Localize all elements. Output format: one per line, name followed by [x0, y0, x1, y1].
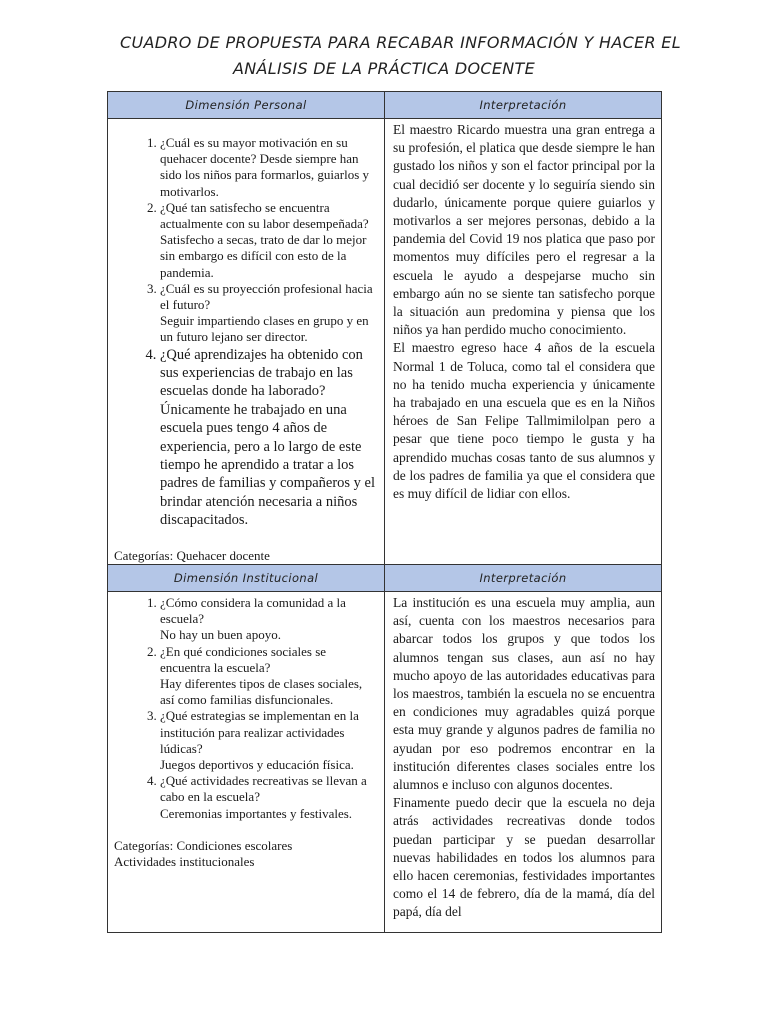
- question-item: 1. ¿Cuál es su mayor motivación en su quehacer docente? Desde siempre han sido los niños para formarlos, guiarlos y motivarlos.: [160, 135, 378, 200]
- interpretation-paragraph: Finamente puedo decir que la escuela no deja atrás actividades recreativas donde todos puedan participar y se puedan desarrollar nuevas habilidades en todos los alumnos para ello hacen ceremonias, festividades importantes como el 14 de febrero, día de la mamá, día del papá, día del: [393, 795, 655, 920]
- question-item: 2. ¿En qué condiciones sociales se encuentra la escuela? Hay diferentes tipos de clases sociales, así como familias disfuncionales.: [160, 644, 378, 709]
- question-item: 1. ¿Cómo considera la comunidad a la escuela? No hay un buen apoyo.: [160, 595, 378, 644]
- interpretation-institucional: [385, 591, 662, 932]
- question-item: 4. ¿Qué aprendizajes ha obtenido con sus experiencias de trabajo en las escuelas donde ha laborado? Únicamente he trabajado en una escuela pues tengo 4 años de experiencia, pero a lo largo de este tiempo he aprendido a tratar a los padres de familias y compañeros y el brindar atención necesaria a niños discapacitados.: [160, 346, 378, 530]
- categories-institucional-2: Actividades institucionales: [114, 853, 255, 869]
- interpretation-paragraph: El maestro egreso hace 4 años de la escuela Normal 1 de Toluca, como tal el considera que no ha tenido mucha experiencia y únicamente ha trabajado en una escuela que es en la Niños héroes de San Felipe Tallmimilolpan pero a pesar que tiene poco tiempo le gusta y ha aprendido muchas cosas tanto de sus alumnos y de los padres de familia ya que el considera que es muy difícil de lidiar con ellos.: [393, 340, 655, 502]
- questions-institucional: [108, 591, 385, 932]
- question-list-personal: [108, 135, 384, 530]
- question-item: 2. ¿Qué tan satisfecho se encuentra actualmente con su labor desempeñada? Satisfecho a secas, trato de dar lo mejor sin embargo es difícil con esto de la pandemia.: [160, 200, 378, 281]
- categories-institucional: Categorías: Condiciones escolares: [114, 837, 293, 853]
- question-item: 4. ¿Qué actividades recreativas se llevan a cabo en la escuela? Ceremonias importantes y festivales.: [160, 773, 378, 822]
- categories-personal: Categorías: Quehacer docente: [114, 547, 270, 563]
- title-line-1: CUADRO DE PROPUESTA PARA RECABAR INFORMACIÓN Y HACER EL: [120, 33, 681, 52]
- question-list-institucional: [108, 595, 384, 822]
- header-interpretacion-institucional: Interpretación: [385, 564, 662, 591]
- question-item: 3. ¿Qué estrategias se implementan en la institución para realizar actividades lúdicas? Juegos deportivos y educación física.: [160, 708, 378, 773]
- interpretation-paragraph: La institución es una escuela muy amplia, aun así, cuenta con los maestros necesarios para abarcar todos los grupos y que todos los alumnos tengan sus clases, aun así no hay mucho apoyo de las autoridades educativas para los maestros, también la escuela no se encuentra en condiciones muy agradables quizá porque esta muy grande y algunos padres de familia no ayudan por eso podremos encontrar en la institución diferentes clases sociales entre los alumnos e incluso con algunos docentes.: [393, 594, 655, 792]
- interpretation-personal: [385, 119, 662, 565]
- questions-personal: [108, 119, 385, 565]
- interpretation-paragraph: El maestro Ricardo muestra una gran entrega a su profesión, el platica que desde siempre le han gustado los niños y son el factor principal por la cual decidió ser docente y lo seguiría siendo sin dudarlo, únicamente porque quiere guiarlos y motivarlos a ser mejores personas, debido a la pandemia del Covid 19 nos platica que paso por momentos muy difíciles pero el regresar a la escuela le ayudo a despejarse mucho sin embargo aún no se siente tan satisfecho porque la situación aun predomina y piensa que los niños ya han perdido mucho conocimiento.: [393, 122, 655, 338]
- header-dimension-personal: Dimensión Personal: [108, 92, 385, 119]
- page-title: [120, 30, 681, 82]
- analysis-table: [107, 91, 662, 933]
- title-line-2: ANÁLISIS DE LA PRÁCTICA DOCENTE: [233, 59, 535, 78]
- header-dimension-institucional: Dimensión Institucional: [108, 564, 385, 591]
- header-interpretacion-personal: Interpretación: [385, 92, 662, 119]
- question-item: 3. ¿Cuál es su proyección profesional hacia el futuro? Seguir impartiendo clases en grupo y en un futuro lejano ser director.: [160, 281, 378, 346]
